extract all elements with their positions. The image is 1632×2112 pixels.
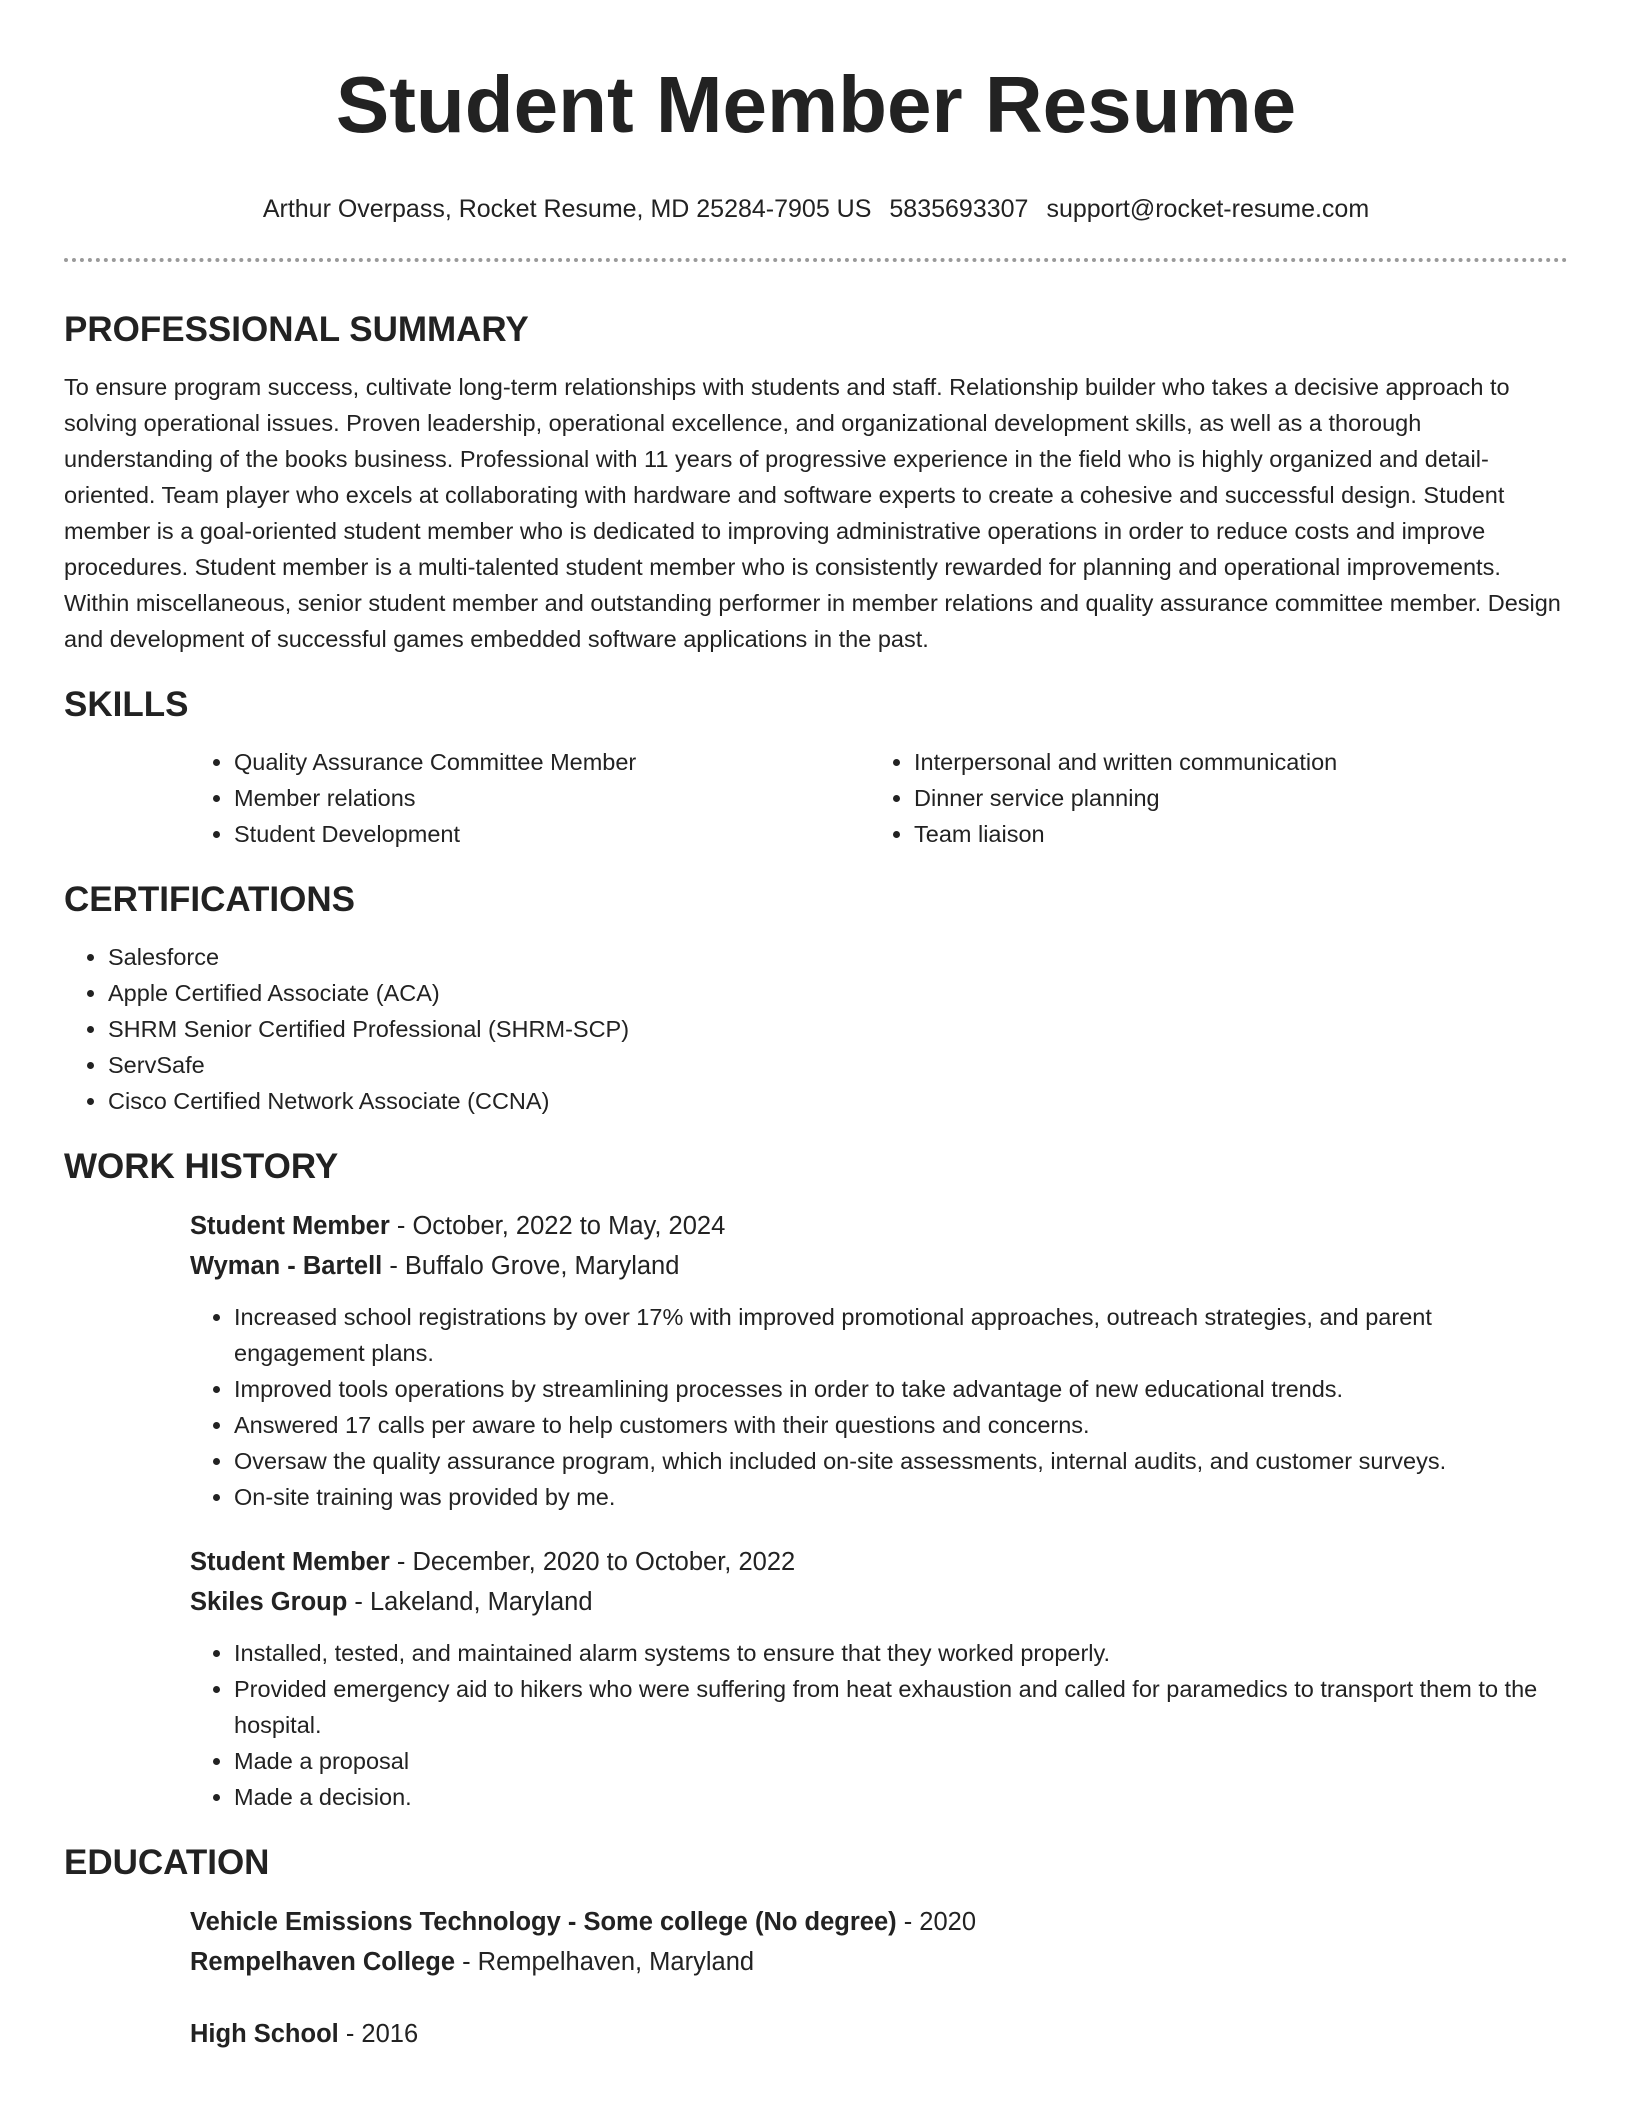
job-duty: • Increased school registrations by over 17% with improved promotional approaches, outreach strategies, and parent engagement plans. [234,1299,1568,1371]
job-duty: • Oversaw the quality assurance program, which included on-site assessments, internal audits, and customer surveys. [234,1443,1568,1479]
education-entry [190,2014,1568,2054]
job-duty: • Provided emergency aid to hikers who were suffering from heat exhaustion and called for paramedics to transport them to the hospital. [234,1671,1568,1743]
certifications-heading: CERTIFICATIONS [64,880,356,919]
job-title: Student Member [190,1212,390,1240]
skill-item: • Student Development [234,816,870,852]
certification-item: • SHRM Senior Certified Professional (SHRM-SCP) [108,1011,1568,1047]
job-duty: • Made a decision. [234,1779,1568,1815]
job-duties [190,1635,1568,1815]
job-location: - Buffalo Grove, Maryland [382,1252,680,1280]
certification-item: • Salesforce [108,939,1568,975]
contact-phone: 5835693307 [889,195,1029,223]
job-duty: • Improved tools operations by streamlining processes in order to take advantage of new educational trends. [234,1371,1568,1407]
job-duty: • Made a proposal [234,1743,1568,1779]
summary-text: To ensure program success, cultivate long-term relationships with students and staff. Relationship builder who takes a decisive approach to solving operational issues. Proven leadership, operational excellence, and organizational development skills, as well as a thorough understanding of the books business. Professional with 11 years of progressive experience in the field who is highly organized and detail-oriented. Team player who excels at collaborating with hardware and software experts to create a cohesive and successful design. Student member is a goal-oriented student member who is dedicated to improving administrative operations in order to reduce costs and improve procedures. Student member is a multi-talented student member who is consistently rewarded for planning and operational improvements. Within miscellaneous, senior student member and outstanding performer in member relations and quality assurance committee member. Design and development of successful games embedded software applications in the past. [64,374,1561,652]
education-degree-line [190,1902,1568,1942]
education-entry [190,1902,1568,1982]
skills-column-right [870,744,1550,852]
job-location: - Lakeland, Maryland [347,1588,593,1616]
job-company: Wyman - Bartell [190,1252,383,1280]
job-entry [190,1206,1568,1515]
education-school-line [190,1942,1568,1982]
job-dates: - December, 2020 to October, 2022 [389,1548,796,1576]
contact-email: support@rocket-resume.com [1046,195,1370,223]
job-company: Skiles Group [190,1588,348,1616]
resume-page [64,0,1568,2054]
skill-item: • Member relations [234,780,870,816]
summary-heading: PROFESSIONAL SUMMARY [64,310,529,349]
skills-column-left [190,744,870,852]
job-title-line [190,1542,1568,1582]
job-duties [190,1299,1568,1515]
job-title: Student Member [190,1548,390,1576]
job-company-line [190,1246,1568,1286]
education-heading: EDUCATION [64,1843,270,1882]
skill-item: • Interpersonal and written communication [914,744,1550,780]
education-year: - 2020 [896,1908,977,1936]
skill-item: • Quality Assurance Committee Member [234,744,870,780]
certifications-list [64,939,1568,1119]
contact-address: Arthur Overpass, Rocket Resume, MD 25284-7905 US [262,195,872,223]
certification-item: • Apple Certified Associate (ACA) [108,975,1568,1011]
education-degree: Vehicle Emissions Technology - Some college (No degree) [190,1908,897,1936]
job-company-line [190,1582,1568,1622]
skills-heading: SKILLS [64,685,189,724]
job-duty: • On-site training was provided by me. [234,1479,1568,1515]
job-duty: • Installed, tested, and maintained alarm systems to ensure that they worked properly. [234,1635,1568,1671]
job-dates: - October, 2022 to May, 2024 [389,1212,726,1240]
resume-title: Student Member Resume [335,60,1297,149]
job-entry [190,1542,1568,1815]
education-degree-line [190,2014,1568,2054]
job-duty: • Answered 17 calls per aware to help customers with their questions and concerns. [234,1407,1568,1443]
education-degree: High School [190,2020,339,2048]
education-school: Rempelhaven College [190,1948,455,1976]
skill-item: • Dinner service planning [914,780,1550,816]
work-heading: WORK HISTORY [64,1147,339,1186]
contact-line [64,194,1568,224]
education-location: - Rempelhaven, Maryland [455,1948,755,1976]
skill-item: • Team liaison [914,816,1550,852]
certification-item: • ServSafe [108,1047,1568,1083]
education-year: - 2016 [338,2020,419,2048]
skills-list [190,744,1568,852]
certification-item: • Cisco Certified Network Associate (CCNA) [108,1083,1568,1119]
header-divider [64,258,1568,262]
job-title-line [190,1206,1568,1246]
